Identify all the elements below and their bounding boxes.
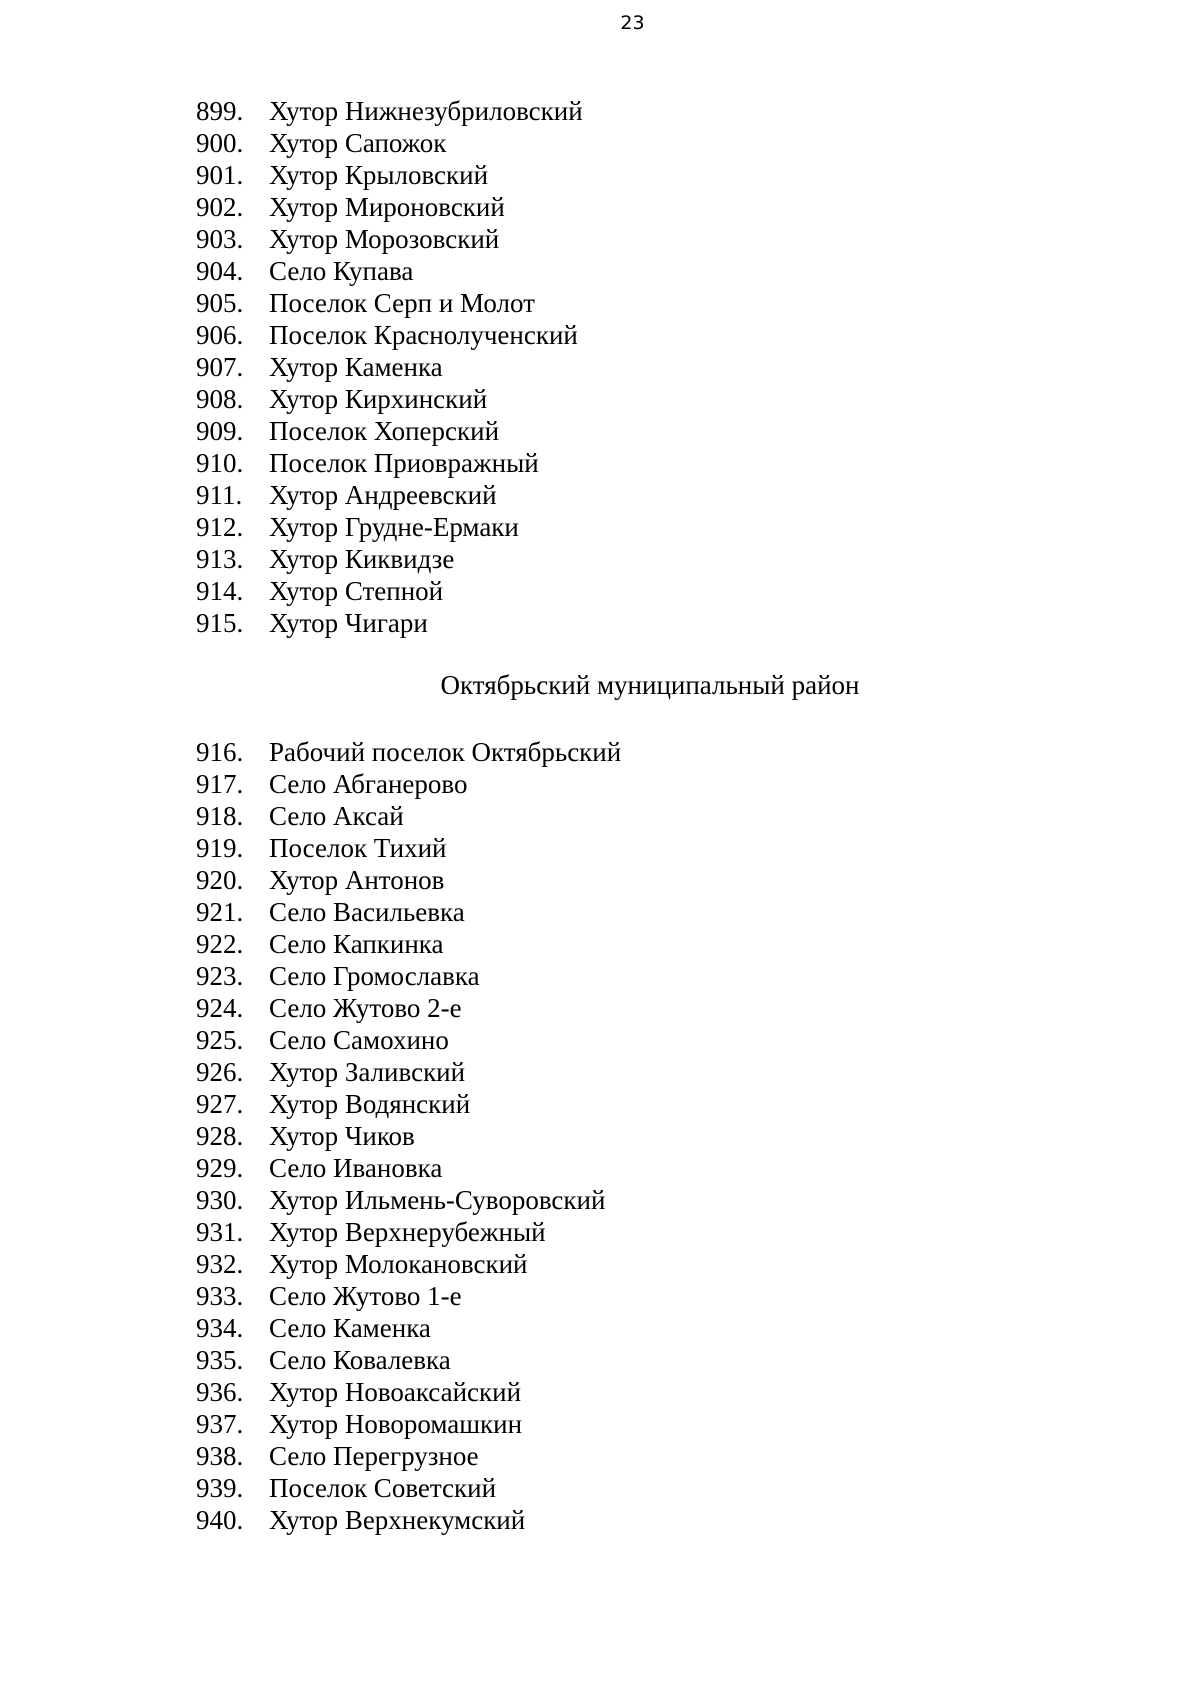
item-name: Поселок Приовражный [269,448,539,478]
item-name: Хутор Каменка [269,352,443,382]
item-name: Село Перегрузное [269,1441,479,1471]
item-name: Село Ковалевка [269,1345,451,1375]
item-number: 932. [196,1249,244,1279]
list-item [196,1504,621,1536]
list-item [196,832,621,864]
list-item [196,1024,621,1056]
item-number: 930. [196,1185,244,1215]
item-name: Село Васильевка [269,897,465,927]
item-name: Село Громославка [269,961,480,991]
list-item [196,1088,621,1120]
list-item [196,575,583,607]
item-name: Хутор Андреевский [269,480,497,510]
item-name: Хутор Новоаксайский [269,1377,522,1407]
item-name: Поселок Хоперский [269,416,500,446]
item-name: Хутор Новоромашкин [269,1409,523,1439]
item-number: 918. [196,801,244,831]
item-name: Хутор Водянский [269,1089,471,1119]
item-number: 928. [196,1121,244,1151]
list-item [196,543,583,575]
list-item [196,1312,621,1344]
item-number: 905. [196,288,244,318]
settlement-list-octyabrsky [196,736,621,1536]
item-number: 904. [196,256,244,286]
item-name: Рабочий поселок Октябрьский [269,737,622,767]
item-name: Село Каменка [269,1313,431,1343]
list-item [196,287,583,319]
item-name: Хутор Чигари [269,608,428,638]
item-number: 914. [196,576,244,606]
item-number: 925. [196,1025,244,1055]
item-name: Хутор Заливский [269,1057,466,1087]
item-number: 937. [196,1409,244,1439]
item-number: 911. [196,480,243,510]
list-item [196,223,583,255]
list-item [196,1280,621,1312]
list-item [196,511,583,543]
item-number: 921. [196,897,244,927]
settlement-list-before [196,95,583,639]
list-item [196,255,583,287]
list-item [196,351,583,383]
item-number: 902. [196,192,244,222]
item-name: Хутор Нижнезубриловский [269,96,583,126]
list-item [196,1408,621,1440]
list-item [196,1184,621,1216]
item-number: 910. [196,448,244,478]
item-name: Село Капкинка [269,929,444,959]
item-name: Хутор Грудне-Ермаки [269,512,519,542]
item-name: Хутор Киквидзе [269,544,455,574]
list-item [196,1216,621,1248]
list-item [196,864,621,896]
item-number: 900. [196,128,244,158]
item-number: 933. [196,1281,244,1311]
list-item [196,992,621,1024]
item-name: Хутор Мироновский [269,192,505,222]
item-name: Хутор Ильмень-Суворовский [269,1185,606,1215]
item-number: 917. [196,769,244,799]
item-name: Хутор Молокановский [269,1249,528,1279]
list-item [196,1376,621,1408]
item-name: Поселок Серп и Молот [269,288,535,318]
item-number: 923. [196,961,244,991]
list-item [196,159,583,191]
item-name: Хутор Сапожок [269,128,447,158]
item-name: Поселок Тихий [269,833,447,863]
list-item [196,1056,621,1088]
item-number: 916. [196,737,244,767]
list-item [196,607,583,639]
item-name: Хутор Кирхинский [269,384,488,414]
item-number: 926. [196,1057,244,1087]
item-name: Село Жутово 1-е [269,1281,462,1311]
item-number: 929. [196,1153,244,1183]
item-name: Село Самохино [269,1025,449,1055]
item-number: 935. [196,1345,244,1375]
item-number: 899. [196,96,244,126]
item-number: 939. [196,1473,244,1503]
item-name: Поселок Краснолученский [269,320,578,350]
item-name: Село Купава [269,256,414,286]
item-name: Село Абганерово [269,769,468,799]
list-item [196,127,583,159]
list-item [196,1344,621,1376]
item-number: 901. [196,160,244,190]
item-name: Хутор Верхнекумский [269,1505,526,1535]
list-item [196,1472,621,1504]
item-name: Хутор Морозовский [269,224,500,254]
item-number: 915. [196,608,244,638]
list-item [196,191,583,223]
list-item [196,479,583,511]
item-name: Село Жутово 2-е [269,993,462,1023]
item-number: 920. [196,865,244,895]
section-heading: Октябрьский муниципальный район [440,670,860,700]
item-number: 940. [196,1505,244,1535]
list-item [196,319,583,351]
list-item [196,800,621,832]
list-item [196,1120,621,1152]
item-number: 908. [196,384,244,414]
item-number: 936. [196,1377,244,1407]
item-name: Хутор Чиков [269,1121,415,1151]
item-name: Хутор Степной [269,576,444,606]
list-item [196,1440,621,1472]
item-name: Хутор Верхнерубежный [269,1217,546,1247]
list-item [196,95,583,127]
item-name: Село Аксай [269,801,404,831]
item-number: 934. [196,1313,244,1343]
item-number: 907. [196,352,244,382]
list-item [196,736,621,768]
item-number: 909. [196,416,244,446]
item-number: 931. [196,1217,244,1247]
item-number: 927. [196,1089,244,1119]
list-item [196,960,621,992]
item-number: 903. [196,224,244,254]
list-item [196,1248,621,1280]
item-name: Хутор Антонов [269,865,445,895]
list-item [196,1152,621,1184]
item-name: Село Ивановка [269,1153,443,1183]
item-number: 938. [196,1441,244,1471]
list-item [196,928,621,960]
page-number: 23 [620,12,645,34]
item-number: 912. [196,512,244,542]
list-item [196,768,621,800]
item-name: Поселок Советский [269,1473,497,1503]
list-item [196,415,583,447]
item-name: Хутор Крыловский [269,160,489,190]
item-number: 913. [196,544,244,574]
item-number: 922. [196,929,244,959]
item-number: 924. [196,993,244,1023]
list-item [196,896,621,928]
list-item [196,447,583,479]
item-number: 906. [196,320,244,350]
item-number: 919. [196,833,244,863]
list-item [196,383,583,415]
